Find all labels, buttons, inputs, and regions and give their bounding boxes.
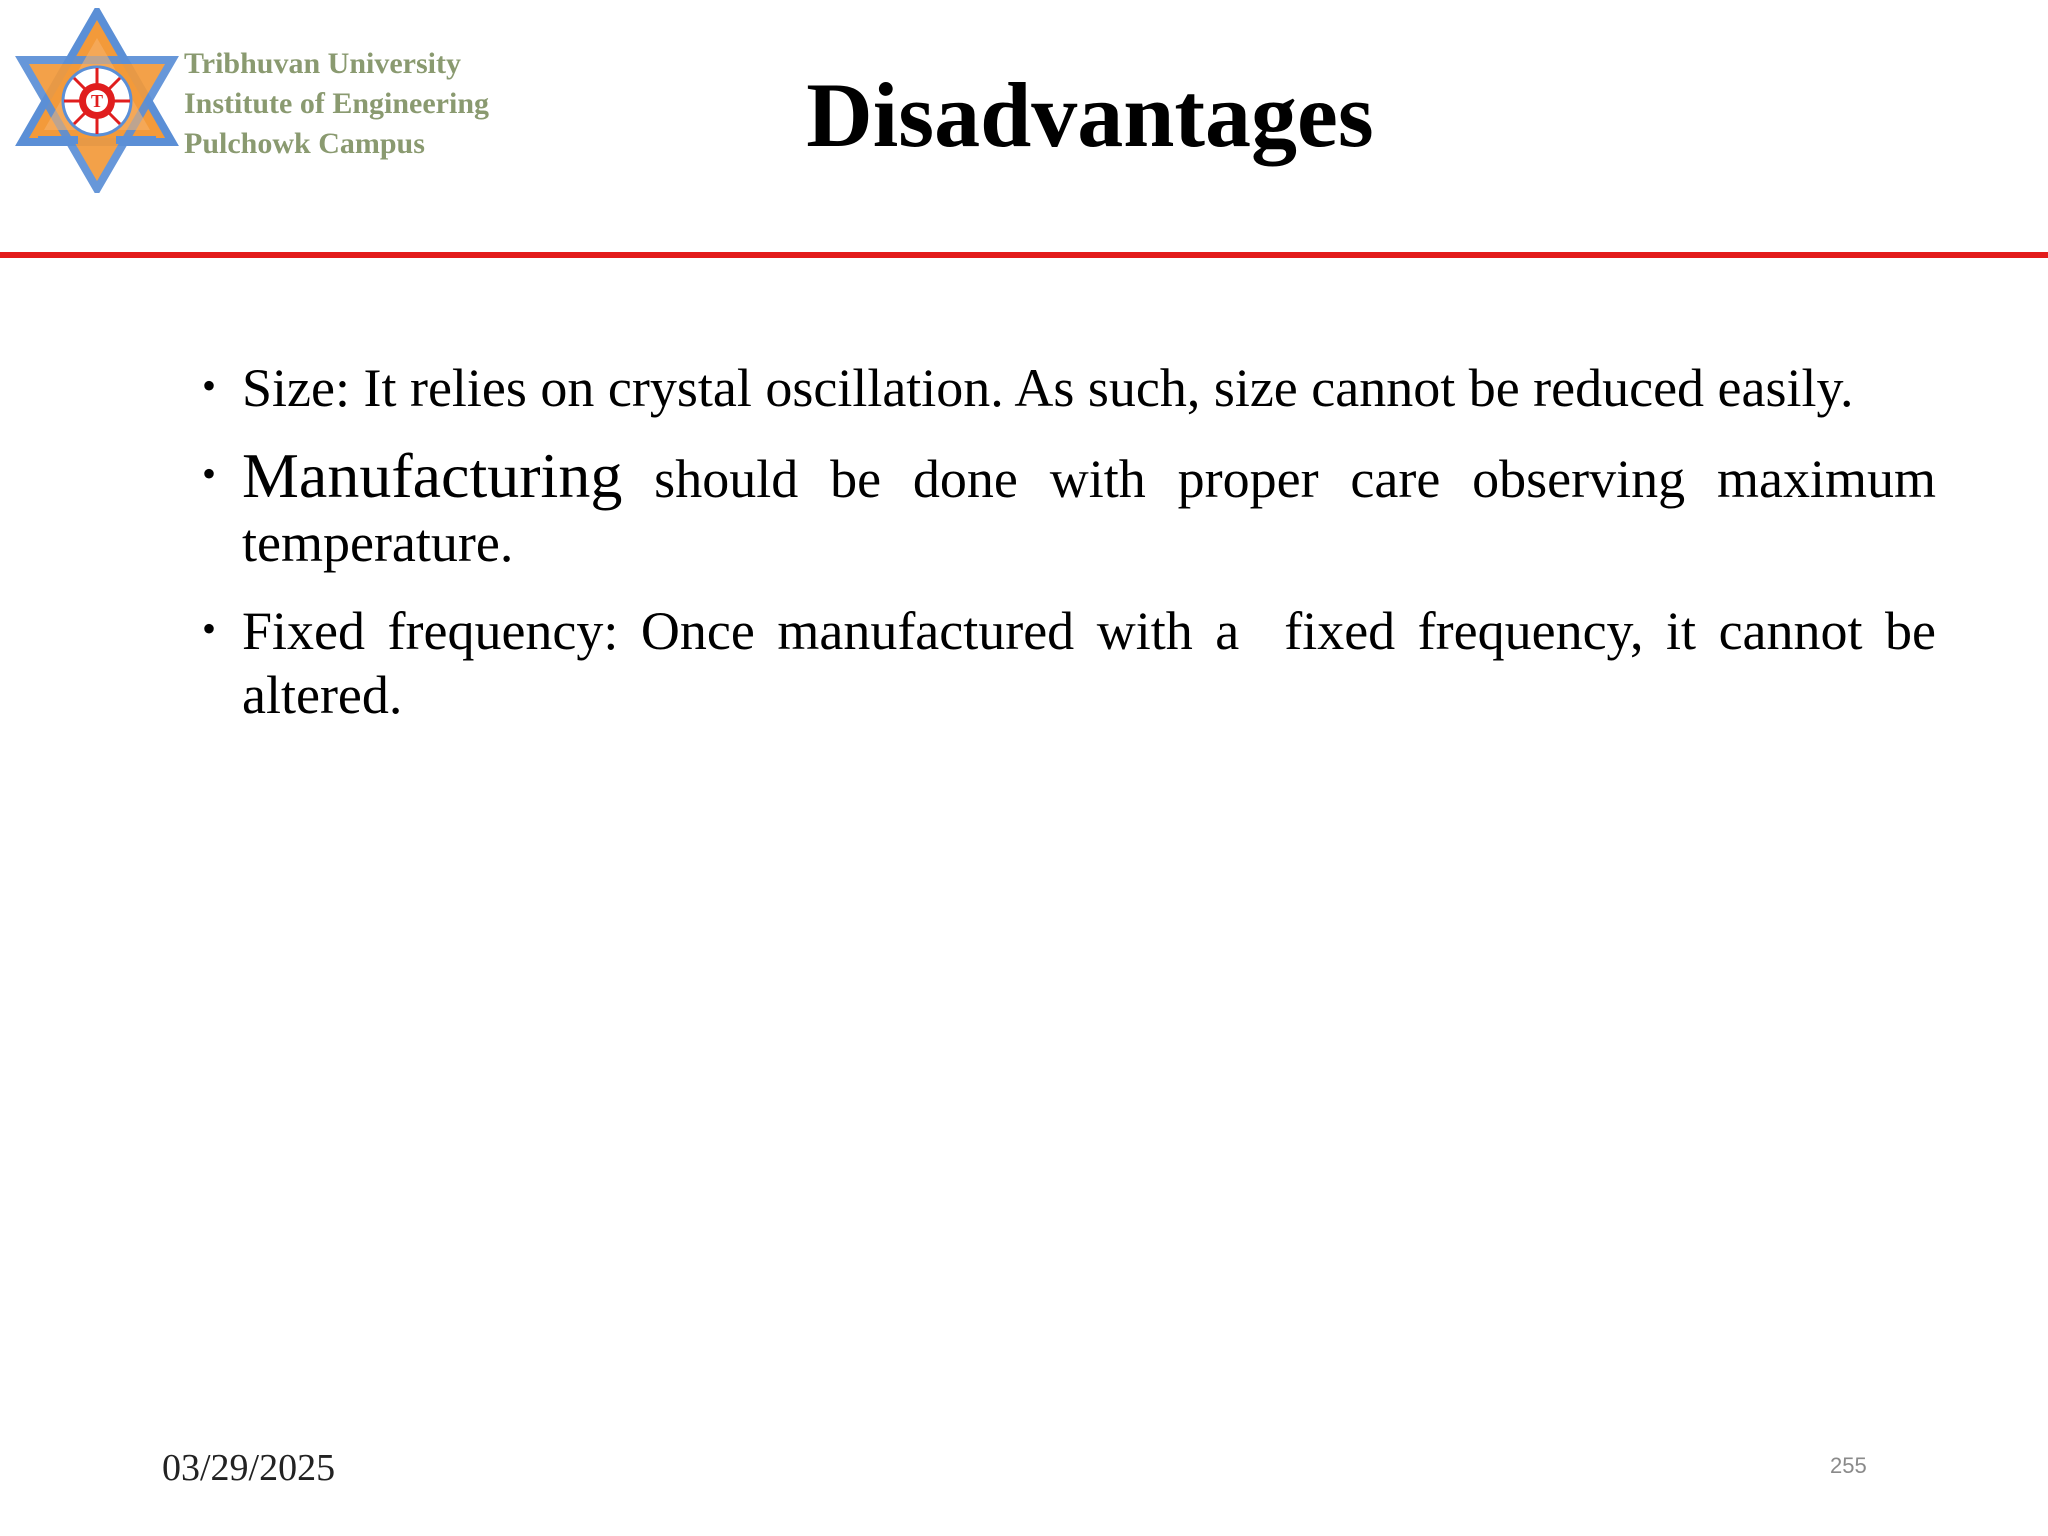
bullet-item-size	[200, 356, 1936, 420]
header-divider	[0, 252, 2048, 258]
university-emblem-icon	[12, 8, 182, 193]
logo-line-institute: Institute of Engineering	[184, 87, 490, 120]
bullet-dot-icon: •	[202, 606, 217, 651]
bullet-lead-word: Manufacturing	[242, 440, 623, 511]
slide-title: Disadvantages	[806, 64, 1374, 166]
bullet-item-manufacturing	[200, 440, 1936, 575]
university-logo	[8, 8, 608, 193]
bullet-text: should be done with proper care observing maximum temperature.	[242, 449, 1936, 573]
bullet-item-fixed-frequency	[200, 599, 1950, 727]
slide-page-number: 255	[1830, 1453, 1867, 1478]
bullet-text: Size: It relies on crystal oscillation. As such, size cannot be reduced easily.	[242, 358, 1854, 418]
svg-text:T: T	[90, 91, 104, 111]
bullet-text: Fixed frequency: Once manufactured with a fixed frequency, it cannot be altered.	[242, 601, 1950, 725]
slide-date: 03/29/2025	[162, 1447, 336, 1489]
bullet-dot-icon: •	[202, 363, 217, 408]
logo-line-campus: Pulchowk Campus	[184, 127, 425, 160]
logo-line-university: Tribhuvan University	[184, 47, 461, 80]
bullet-list	[200, 356, 1950, 751]
logo-text	[184, 44, 489, 164]
bullet-dot-icon: •	[202, 451, 217, 496]
